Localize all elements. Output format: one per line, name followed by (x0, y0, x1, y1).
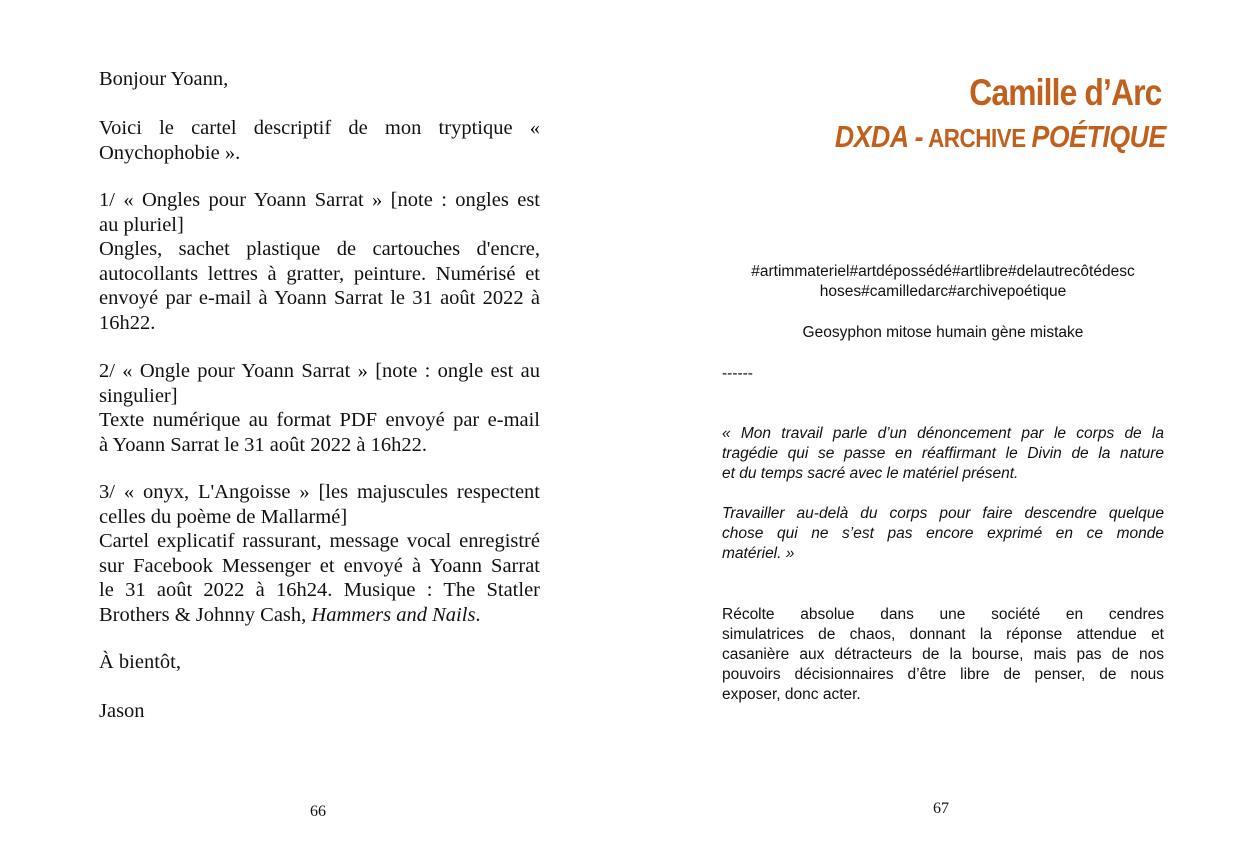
quote-1 (722, 424, 1164, 484)
item-2-desc: Texte numérique au format PDF envoyé par e-mail (99, 409, 540, 432)
quote-line: tragédie qui se passe en réaffirmant le Divin de la nature (722, 445, 1164, 462)
item-1-title: 1/ « Ongles pour Yoann Sarrat » [note : ongles est (99, 189, 540, 211)
subtitle-poetique: POÉTIQUE (1031, 119, 1166, 154)
hashtags-line: #artimmateriel#artdépossédé#artlibre#delautrecôtédesc (751, 263, 1135, 280)
greeting: Bonjour Yoann, (99, 68, 229, 90)
quote-line: Travailler au-delà du corps pour faire descendre quelque (722, 505, 1164, 522)
subtitle-dxda: DXDA - (835, 119, 924, 154)
intro-line: Onychophobie ». (99, 141, 241, 164)
item-2-desc: à Yoann Sarrat le 31 août 2022 à 16h22. (99, 433, 427, 456)
item-2-title: 2/ « Ongle pour Yoann Sarrat » [note : ongle est au (99, 360, 540, 382)
item-1 (99, 188, 540, 336)
archive-subtitle (835, 119, 1166, 155)
item-3-desc: sur Facebook Messenger et envoyé à Yoann Sarrat (99, 554, 540, 577)
paragraph-line: pouvoirs décisionnaires d’être libre de penser, de nous (722, 666, 1164, 683)
song-title: Hammers and Nails (311, 603, 476, 626)
item-3-desc: Cartel explicatif rassurant, message vocal enregistré (99, 530, 540, 553)
hashtags (722, 262, 1164, 302)
item-3-desc: le 31 août 2022 à 16h24. Musique : The Statler (99, 579, 540, 602)
item-3-title: celles du poème de Mallarmé] (99, 505, 348, 528)
body-paragraph (722, 605, 1164, 705)
item-1-title: au pluriel] (99, 213, 184, 236)
paragraph-line: exposer, donc acter. (722, 686, 861, 703)
item-1-desc: envoyé par e-mail à Yoann Sarrat le 31 août 2022 à (99, 287, 540, 310)
quote-line: chose qui ne s’est pas encore exprimé en ce monde (722, 525, 1164, 542)
quote-line: et du temps sacré avec le matériel présent. (722, 465, 1019, 482)
page-number: 66 (310, 803, 326, 820)
intro-line: Voici le cartel descriptif de mon tryptique « (99, 117, 540, 139)
author-title: Camille d’Arc (968, 72, 1161, 113)
item-1-desc: autocollants lettres à gratter, peinture. Numérisé et (99, 262, 540, 285)
text-run: . (475, 603, 481, 626)
text-run: Brothers & Johnny Cash, (99, 603, 312, 626)
intro-paragraph (99, 116, 540, 165)
paragraph-line: Récolte absolue dans une société en cendres (722, 606, 1164, 623)
subtitle-archive: ARCHIVE (923, 123, 1032, 153)
item-2 (99, 359, 540, 457)
phrase: Geosyphon mitose humain gène mistake (802, 324, 1084, 341)
right-page (623, 0, 1246, 858)
item-3-title: 3/ « onyx, L'Angoisse » [les majuscules respectent (99, 481, 540, 503)
signature: Jason (99, 700, 145, 722)
quote-line: « Mon travail parle d’un dénoncement par le corps de la (722, 425, 1164, 442)
closing: À bientôt, (99, 651, 181, 673)
quote-2 (722, 504, 1164, 564)
quote-line: matériel. » (722, 545, 795, 562)
item-1-desc: 16h22. (99, 311, 156, 334)
item-2-title: singulier] (99, 384, 178, 407)
paragraph-line: simulatrices de chaos, donnant la réponse attendue et (722, 626, 1164, 643)
hashtags-line: hoses#camilledarc#archivepoétique (819, 283, 1067, 300)
item-1-desc: Ongles, sachet plastique de cartouches d'encre, (99, 238, 540, 261)
separator: ------ (722, 365, 753, 382)
item-3 (99, 480, 540, 628)
item-3-desc-last (99, 603, 540, 628)
paragraph-line: casanière aux détracteurs de la bourse, mais pas de nos (722, 646, 1164, 663)
page-number: 67 (933, 800, 949, 817)
